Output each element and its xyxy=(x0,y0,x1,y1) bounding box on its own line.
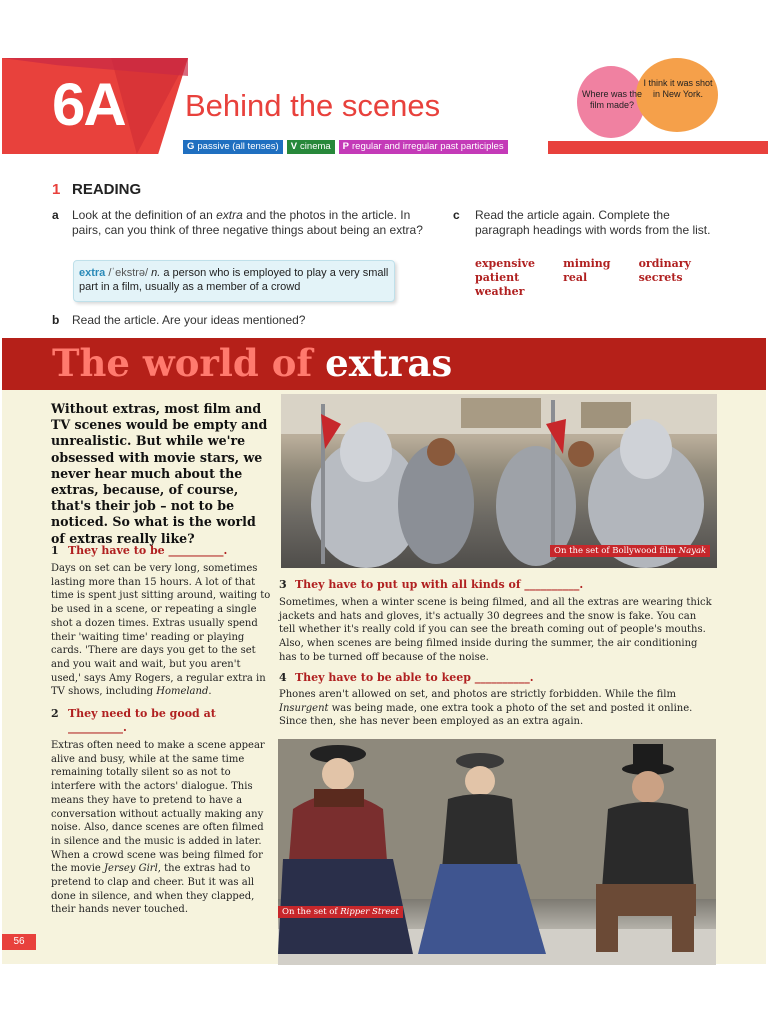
photo-caption: On the set of Bollywood film Nayak xyxy=(550,545,710,557)
paragraph-heading: They need to be good at __________. xyxy=(68,707,216,734)
paragraph-number: 4 xyxy=(279,671,287,684)
vocabulary-tag: V cinema xyxy=(287,140,335,154)
photo-bollywood-set xyxy=(281,394,717,568)
word-item: ordinary xyxy=(638,257,691,270)
photo-ripper-street-set xyxy=(278,739,716,965)
paragraph-number: 1 xyxy=(51,544,59,557)
word-item: expensive xyxy=(475,257,536,270)
definition-text: extra /ˈekstrə/ n. a person who is employed to play a very small part in a film, usually as a member of a crowd xyxy=(79,267,389,293)
paragraph-number: 3 xyxy=(279,578,287,591)
paragraph-heading: They have to be able to keep __________. xyxy=(295,671,534,684)
paragraph-number: 2 xyxy=(51,707,59,720)
article-title: The world of extras xyxy=(52,341,453,385)
section-number: 1 xyxy=(52,181,61,198)
question-b-label: b xyxy=(52,313,60,327)
bubble-question-text: Where was the film made? xyxy=(581,89,643,110)
pronunciation-tag: P regular and irregular past participles xyxy=(339,140,508,154)
paragraph-body: Days on set can be very long, sometimes lasting more than 15 hours. A lot of that time is spent just sitting around, waiting to be used in a scene, or repeating a single shot a dozen times. Extras usually spend their 'waiting time' reading or playing cards. 'There are days you get to the set and you wait and wait, but you aren't used,' says Amy Rogers, a regular extra in TV shows, including Homeland. xyxy=(51,563,271,698)
photo-ripper-street-illustration xyxy=(278,739,716,965)
header-rule xyxy=(548,141,768,154)
grammar-tag: G passive (all tenses) xyxy=(183,140,283,154)
question-a-text: Look at the definition of an extra and the photos in the article. In pairs, can you think of three negative things about being an extra? xyxy=(72,208,423,237)
word-list xyxy=(475,257,707,298)
word-item: real xyxy=(563,271,588,284)
paragraph-body: Extras often need to make a scene appear alive and busy, while at the same time remaining totally silent so as not to interfere with the actors' dialogue. This means they have to pretend to have a conversation without actually making any noise. Also, dance scenes are often filmed in silence and the music is added in later. When a crowd scene was being filmed for the movie Jersey Girl, the extras had to pretend to clap and cheer. But it was all done in silence, and when they clapped, their hands never touched. xyxy=(51,740,265,916)
word-item: weather xyxy=(475,285,525,298)
page-number: 56 xyxy=(2,934,36,950)
word-item: secrets xyxy=(638,271,683,284)
paragraph-heading: They have to put up with all kinds of __________. xyxy=(295,578,584,591)
paragraph-body: Phones aren't allowed on set, and photos are strictly forbidden. While the film Insurgent was being made, one extra took a photo of the set and posted it online. Since then, she has never been employed as an extra again. xyxy=(279,689,693,728)
page-title: Behind the scenes xyxy=(185,88,441,123)
question-a-label: a xyxy=(52,208,59,222)
paragraph-body: Sometimes, when a winter scene is being filmed, and all the extras are wearing thick jackets and hats and gloves, it's actually 30 degrees and the snow is fake. You can tell whether it's really cold if you can see the breath coming out of people's mouths. Also, when scenes are being filmed inside during the summer, the air conditioning has to be turned off because of the noise. xyxy=(279,597,712,663)
paragraph-heading: They have to be __________. xyxy=(68,544,228,557)
question-b-text: Read the article. Are your ideas mentioned? xyxy=(72,313,306,327)
article-intro: Without extras, most film and TV scenes would be empty and unrealistic. But while we're obsessed with movie stars, we never hear much about the extras, because, of course, that's their job – not to be noticed. So what is the world of extras really like? xyxy=(51,401,268,546)
unit-number: 6A xyxy=(52,71,125,138)
word-item: patient xyxy=(475,271,520,284)
section-title: READING xyxy=(72,181,142,198)
question-c-text: Read the article again. Complete the paragraph headings with words from the list. xyxy=(475,208,711,237)
photo-caption: On the set of Ripper Street xyxy=(278,906,403,918)
bubble-answer-text: I think it was shot in New York. xyxy=(643,78,713,99)
photo-bollywood-illustration xyxy=(281,394,717,568)
question-c-label: c xyxy=(453,208,460,222)
lesson-tags xyxy=(183,140,508,154)
word-item: miming xyxy=(563,257,611,270)
